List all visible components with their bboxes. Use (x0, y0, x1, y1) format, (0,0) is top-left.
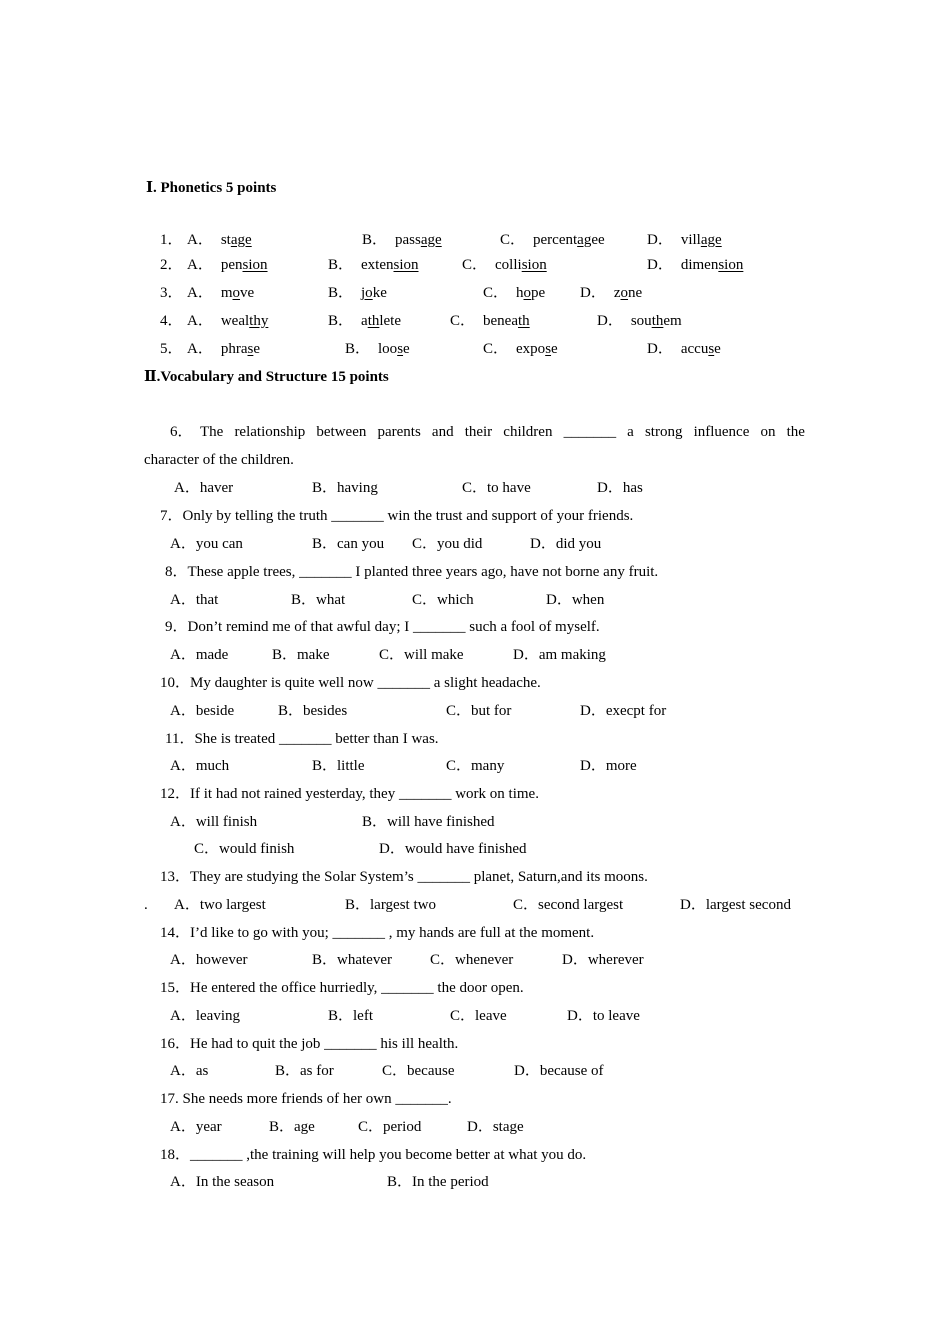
question-6-option-b[interactable]: B．having (312, 480, 378, 496)
underlined-letters: s (397, 341, 404, 357)
word-suffix: ve (240, 285, 255, 301)
question-14-option-b[interactable]: B．whatever (312, 952, 392, 968)
question-16-option-a[interactable]: A．as (170, 1063, 209, 1079)
underlined-letters: age (420, 232, 442, 248)
question-6-word: the (786, 424, 805, 440)
question-12-option-d[interactable]: D．would have finished (379, 841, 527, 857)
underlined-letters: o (232, 285, 241, 301)
word-prefix: benea (483, 313, 518, 329)
phonetics-question-number: 2． (160, 257, 183, 273)
question-12-stem: 12．If it had not rained yesterday, they _______ work on time. (160, 786, 539, 802)
underlined-letters: ag (577, 232, 592, 248)
question-12-option-a[interactable]: A．will finish (170, 814, 258, 830)
word-prefix: sou (630, 313, 652, 329)
question-14-option-d[interactable]: D．wherever (562, 952, 644, 968)
question-6-word: relationship (234, 424, 306, 440)
word-prefix: h (516, 285, 524, 301)
word-prefix: m (220, 285, 233, 301)
question-11-option-b[interactable]: B．little (312, 758, 365, 774)
phonetics-q1-option-d[interactable] (647, 231, 722, 249)
underlined-letters: thy (249, 313, 269, 329)
phonetics-q4-option-d[interactable] (597, 312, 682, 330)
word-suffix: e (551, 341, 558, 357)
word-prefix: accu (680, 341, 709, 357)
question-6-number: 6． (170, 424, 193, 440)
question-6-option-a[interactable]: A．haver (174, 480, 234, 496)
word-prefix: a (361, 313, 368, 329)
underlined-letters: sion (718, 257, 744, 273)
option-label: A． (187, 257, 213, 273)
option-label: B． (362, 232, 388, 248)
option-label: C． (483, 341, 509, 357)
word-suffix: pe (531, 285, 546, 301)
option-label: C． (450, 313, 476, 329)
option-label: C． (462, 257, 488, 273)
option-label: D． (647, 341, 673, 357)
option-label: A． (187, 285, 213, 301)
underlined-letters: sion (393, 257, 419, 273)
question-8-option-a[interactable]: A．that (170, 592, 219, 608)
question-11-option-d[interactable]: D．more (580, 758, 637, 774)
question-6-word: strong (644, 424, 683, 440)
question-10-option-b[interactable]: B．besides (278, 703, 348, 719)
phonetics-q2-option-a[interactable] (187, 256, 268, 274)
question-15-option-a[interactable]: A．leaving (170, 1008, 240, 1024)
phonetics-q3-option-c[interactable] (483, 284, 545, 302)
option-label: B． (345, 341, 371, 357)
question-8-stem: 8．These apple trees, _______ I planted three years ago, have not borne any fruit. (165, 564, 659, 580)
question-11-stem: 11．She is treated _______ better than I was. (165, 731, 439, 747)
option-label: A． (187, 232, 213, 248)
phonetics-question-number: 3． (160, 285, 183, 301)
underlined-letters: age (700, 232, 722, 248)
phonetics-q3-option-a[interactable] (187, 284, 254, 302)
word-prefix: percent (533, 232, 578, 248)
question-9-option-b[interactable]: B．make (272, 647, 330, 663)
question-7-option-d[interactable]: D．did you (530, 536, 602, 552)
underlined-letters: s (708, 341, 715, 357)
word-prefix: colli (495, 257, 522, 273)
question-17-option-a[interactable]: A．year (170, 1119, 222, 1135)
phonetics-q3-option-d[interactable] (580, 284, 642, 302)
question-7-option-a[interactable]: A．you can (170, 536, 243, 552)
phonetics-q2-option-b[interactable] (328, 256, 419, 274)
word-prefix: phra (220, 341, 248, 357)
question-16-option-c[interactable]: C．because (382, 1063, 455, 1079)
phonetics-question-number: 4． (160, 313, 183, 329)
question-15-option-c[interactable]: C．leave (450, 1008, 507, 1024)
word-prefix: dimen (680, 257, 719, 273)
question-9-stem: 9．Don’t remind me of that awful day; I _______ such a fool of myself. (165, 619, 600, 635)
question-9-option-c[interactable]: C．will make (379, 647, 464, 663)
option-label: D． (647, 257, 673, 273)
section-1-title: Ⅰ. Phonetics 5 points (146, 180, 277, 196)
question-14-option-a[interactable]: A．however (170, 952, 248, 968)
option-label: B． (328, 313, 354, 329)
option-label: C． (483, 285, 509, 301)
underlined-letters: age (230, 232, 252, 248)
underlined-letters: sion (242, 257, 268, 273)
option-label: B． (328, 285, 354, 301)
question-10-option-c[interactable]: C．but for (446, 703, 512, 719)
option-label: B． (328, 257, 354, 273)
underlined-letters: th (367, 313, 380, 329)
section-2-title: Ⅱ.Vocabulary and Structure 15 points (144, 369, 389, 385)
question-12-option-c[interactable]: C．would finish (194, 841, 295, 857)
option-label: D． (647, 232, 673, 248)
underlined-letters: th (518, 313, 530, 329)
phonetics-q3-option-b[interactable] (328, 284, 387, 302)
question-6-option-d[interactable]: D．has (597, 480, 643, 496)
question-7-option-b[interactable]: B．can you (312, 536, 385, 552)
underlined-letters: s (545, 341, 552, 357)
question-13-option-b[interactable]: B．largest two (345, 897, 436, 913)
question-15-option-d[interactable]: D．to leave (567, 1008, 640, 1024)
word-suffix: ee (591, 232, 605, 248)
word-suffix: ke (372, 285, 387, 301)
question-10-option-d[interactable]: D．execpt for (580, 703, 667, 719)
phonetics-q2-option-d[interactable] (647, 256, 743, 274)
question-6-word: on (760, 424, 776, 440)
phonetics-q5-option-d[interactable] (647, 340, 721, 358)
question-6-word: influence (693, 424, 750, 440)
question-7-stem: 7．Only by telling the truth _______ win the trust and support of your friends. (160, 508, 634, 524)
underlined-letters: th (651, 313, 664, 329)
question-12-option-b[interactable]: B．will have finished (362, 814, 495, 830)
phonetics-q1-option-c[interactable] (500, 231, 605, 249)
word-prefix: st (220, 232, 231, 248)
question-11-option-a[interactable]: A．much (170, 758, 230, 774)
underlined-letters: o (620, 285, 629, 301)
phonetics-q5-option-b[interactable] (345, 340, 410, 358)
question-15-option-b[interactable]: B．left (328, 1008, 373, 1024)
question-16-option-b[interactable]: B．as for (275, 1063, 334, 1079)
question-6-word: The (200, 424, 224, 440)
question-14-stem: 14．I’d like to go with you; _______ , my hands are full at the moment. (160, 925, 595, 941)
phonetics-question-number: 1． (160, 232, 183, 248)
question-18-option-a[interactable]: A．In the season (170, 1174, 275, 1190)
phonetics-q4-option-c[interactable] (450, 312, 530, 330)
question-6-word: between (316, 424, 367, 440)
question-17-option-c[interactable]: C．period (358, 1119, 422, 1135)
underlined-letters: s (247, 341, 254, 357)
phonetics-q5-option-c[interactable] (483, 340, 558, 358)
question-6-word: and (431, 424, 454, 440)
question-16-option-d[interactable]: D．because of (514, 1063, 604, 1079)
phonetics-q2-option-c[interactable] (462, 256, 547, 274)
question-10-stem: 10．My daughter is quite well now _______ a slight headache. (160, 675, 541, 691)
question-13-stem: 13．They are studying the Solar System’s _______ planet, Saturn,and its moons. (160, 869, 648, 885)
phonetics-q1-option-a[interactable] (187, 231, 252, 249)
question-9-option-a[interactable]: A．made (170, 647, 229, 663)
phonetics-q1-option-b[interactable] (362, 231, 442, 249)
question-6-word: parents (377, 424, 421, 440)
word-prefix: expo (516, 341, 546, 357)
question-15-stem: 15．He entered the office hurriedly, _______ the door open. (160, 980, 524, 996)
question-13-dot: . (144, 897, 148, 913)
word-prefix: exten (361, 257, 394, 273)
question-17-option-b[interactable]: B．age (269, 1119, 315, 1135)
question-6-option-c[interactable]: C．to have (462, 480, 531, 496)
question-9-option-d[interactable]: D．am making (513, 647, 606, 663)
question-16-stem: 16．He had to quit the job _______ his ill health. (160, 1036, 459, 1052)
question-13-option-d[interactable]: D．largest second (680, 897, 791, 913)
word-prefix: loo (378, 341, 398, 357)
question-11-option-c[interactable]: C．many (446, 758, 505, 774)
question-6-word: children (503, 424, 553, 440)
word-prefix: weal (220, 313, 250, 329)
question-14-option-c[interactable]: C．whenever (430, 952, 514, 968)
word-suffix: e (253, 341, 261, 357)
phonetics-q4-option-a[interactable] (187, 312, 268, 330)
underlined-letters: o (523, 285, 532, 301)
word-prefix: z (613, 285, 621, 301)
option-label: D． (597, 313, 623, 329)
question-13-option-a[interactable]: A．two largest (174, 897, 266, 913)
question-10-option-a[interactable]: A．beside (170, 703, 235, 719)
question-7-option-c[interactable]: C．you did (412, 536, 483, 552)
phonetics-q5-option-a[interactable] (187, 340, 260, 358)
question-18-option-b[interactable]: B．In the period (387, 1174, 489, 1190)
word-suffix: e (714, 341, 721, 357)
question-17-option-d[interactable]: D．stage (467, 1119, 524, 1135)
word-suffix: e (403, 341, 410, 357)
question-13-option-c[interactable]: C．second largest (513, 897, 624, 913)
question-6-stem-line1 (200, 423, 805, 441)
option-label: C． (500, 232, 526, 248)
question-6-stem-line2: character of the children. (144, 452, 294, 468)
word-prefix: pen (220, 257, 243, 273)
word-suffix: ne (628, 285, 643, 301)
question-18-stem: 18．_______ ,the training will help you become better at what you do. (160, 1147, 587, 1163)
question-8-option-c[interactable]: C．which (412, 592, 474, 608)
underlined-letters: jo (361, 285, 373, 301)
question-17-stem: 17. She needs more friends of her own _______. (160, 1091, 452, 1107)
question-6-word: a (627, 424, 634, 440)
word-suffix: lete (379, 313, 402, 329)
word-prefix: pass (395, 232, 421, 248)
question-8-option-d[interactable]: D．when (546, 592, 605, 608)
word-suffix: em (663, 313, 682, 329)
question-8-option-b[interactable]: B．what (291, 592, 346, 608)
option-label: A． (187, 313, 213, 329)
question-6-word: their (464, 424, 493, 440)
underlined-letters: sion (521, 257, 547, 273)
option-label: A． (187, 341, 213, 357)
phonetics-question-number: 5． (160, 341, 183, 357)
option-label: D． (580, 285, 606, 301)
question-6-word: _______ (563, 424, 617, 440)
word-prefix: vill (680, 232, 701, 248)
phonetics-q4-option-b[interactable] (328, 312, 401, 330)
